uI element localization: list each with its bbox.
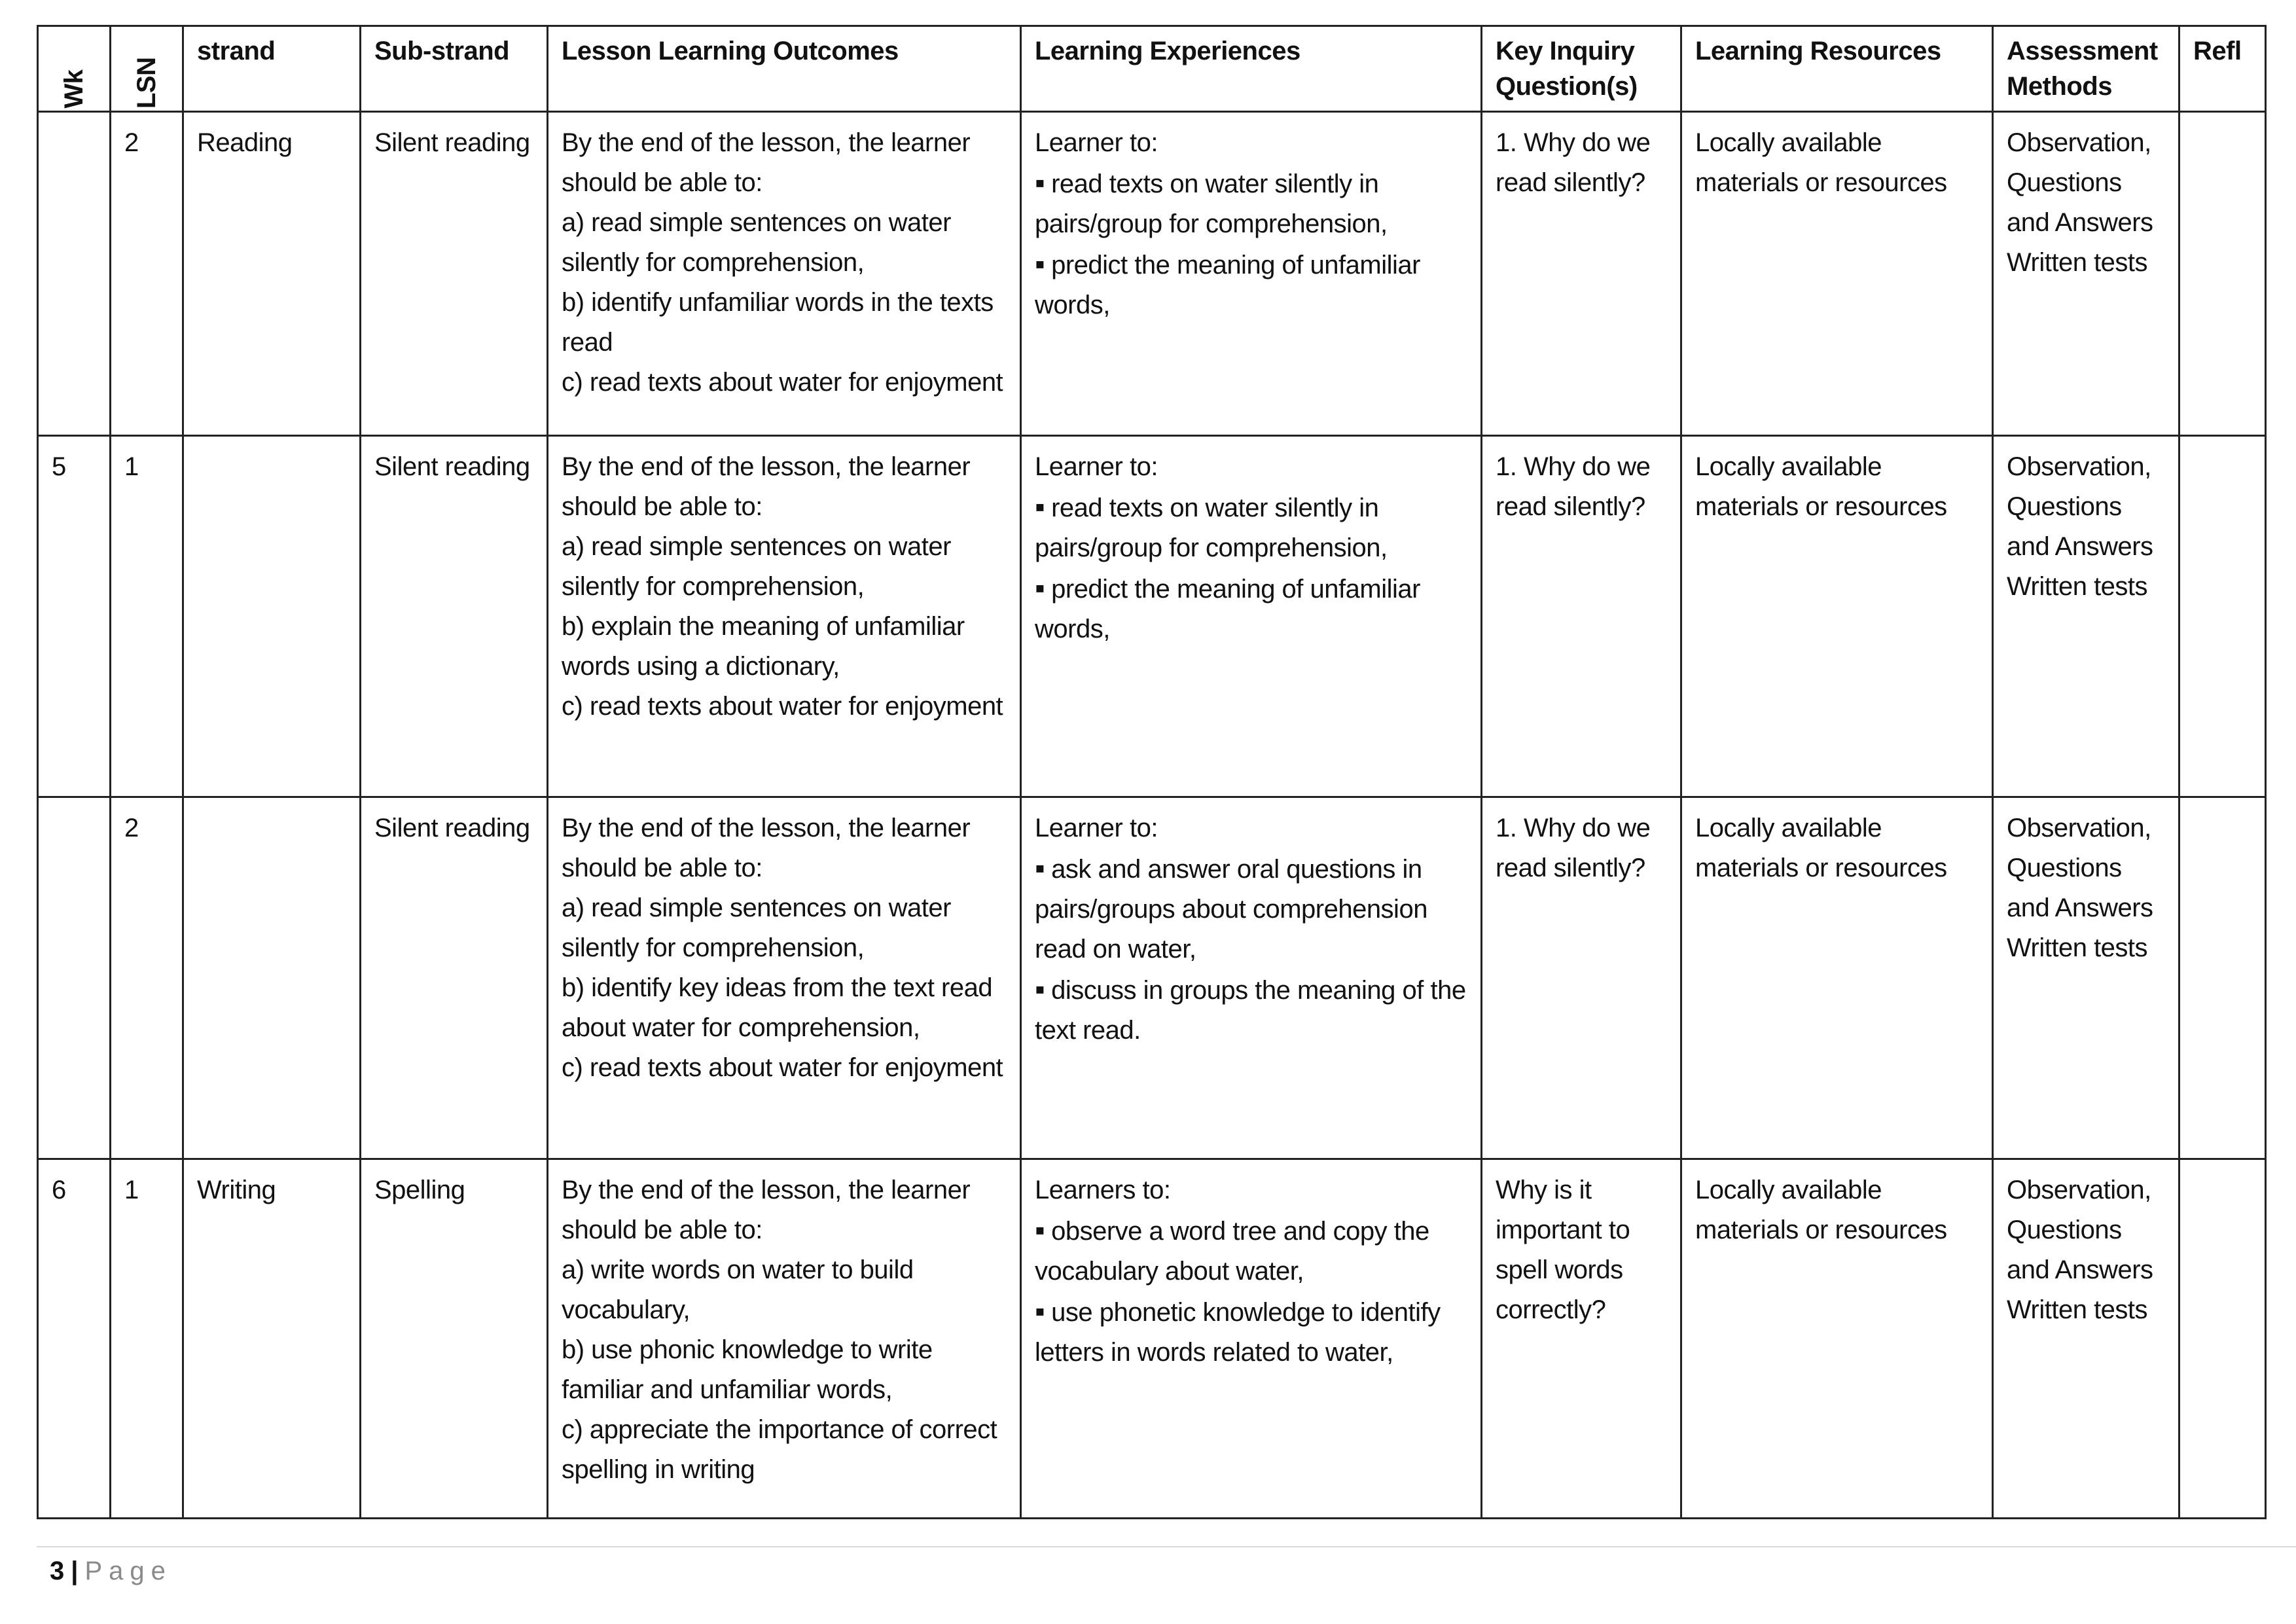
outcome-item: b) identify key ideas from the text read about water for comprehension, (562, 973, 993, 1042)
assessment-cell (1993, 797, 2179, 1159)
reflection-cell[interactable] (2179, 436, 2266, 797)
inquiry-cell: Why is it important to spell words correctly? (1482, 1159, 1681, 1519)
outcome-item: b) use phonic knowledge to write familiar and unfamiliar words, (562, 1335, 933, 1404)
experience-item: ▪ use phonetic knowledge to identify letters in words related to water, (1035, 1291, 1467, 1373)
inquiry-cell: 1. Why do we read silently? (1482, 436, 1681, 797)
table-row (38, 436, 2266, 797)
experiences-intro: Learner to: (1035, 814, 1158, 842)
outcome-item: c) read texts about water for enjoyment (562, 368, 1003, 397)
resources-cell: Locally available materials or resources (1681, 112, 1993, 436)
strand-cell (183, 436, 361, 797)
outcome-item: b) identify unfamiliar words in the texts read (562, 288, 994, 357)
header-sub-strand: Sub-strand (361, 26, 548, 112)
header-key-inquiry: Key Inquiry Question(s) (1482, 26, 1681, 112)
assessment-item: Written tests (2007, 933, 2148, 962)
inquiry-cell: 1. Why do we read silently? (1482, 797, 1681, 1159)
assessment-item: Written tests (2007, 248, 2148, 277)
assessment-item: Observation, (2007, 452, 2151, 481)
header-week: Wk (38, 26, 111, 112)
outcomes-intro: By the end of the lesson, the learner should be able to: (562, 452, 971, 521)
header-assessment-methods: Assessment Methods (1993, 26, 2179, 112)
experience-item: ▪ observe a word tree and copy the vocabulary about water, (1035, 1210, 1467, 1291)
outcomes-intro: By the end of the lesson, the learner should be able to: (562, 1176, 971, 1244)
outcome-item: c) read texts about water for enjoyment (562, 692, 1003, 721)
outcome-item: b) explain the meaning of unfamiliar words using a dictionary, (562, 612, 965, 681)
experience-item: ▪ ask and answer oral questions in pairs/groups about comprehension read on water, (1035, 848, 1467, 969)
scheme-of-work-table (37, 25, 2267, 1519)
table-row (38, 797, 2266, 1159)
experiences-cell (1021, 797, 1482, 1159)
reflection-cell[interactable] (2179, 1159, 2266, 1519)
experience-item: ▪ predict the meaning of unfamiliar words, (1035, 244, 1467, 325)
experiences-intro: Learner to: (1035, 128, 1158, 157)
table-row (38, 112, 2266, 436)
assessment-item: Questions and Answers (2007, 1216, 2153, 1284)
week-cell: 5 (38, 436, 111, 797)
sub-strand-cell: Silent reading (361, 112, 548, 436)
header-learning-experiences: Learning Experiences (1021, 26, 1482, 112)
lesson-cell: 1 (111, 1159, 183, 1519)
page-label: Page (84, 1557, 172, 1585)
assessment-item: Questions and Answers (2007, 492, 2153, 561)
assessment-cell (1993, 112, 2179, 436)
assessment-item: Questions and Answers (2007, 168, 2153, 237)
header-reflection: Refl (2179, 26, 2266, 112)
sub-strand-cell: Spelling (361, 1159, 548, 1519)
experiences-cell (1021, 436, 1482, 797)
outcomes-intro: By the end of the lesson, the learner should be able to: (562, 814, 971, 882)
header-learning-resources: Learning Resources (1681, 26, 1993, 112)
experiences-intro: Learner to: (1035, 452, 1158, 481)
week-cell (38, 797, 111, 1159)
outcome-item: c) appreciate the importance of correct spelling in writing (562, 1415, 997, 1484)
assessment-item: Observation, (2007, 1176, 2151, 1204)
outcome-item: a) write words on water to build vocabulary, (562, 1255, 914, 1324)
reflection-cell[interactable] (2179, 797, 2266, 1159)
assessment-item: Written tests (2007, 1295, 2148, 1324)
outcome-item: a) read simple sentences on water silently for comprehension, (562, 532, 951, 601)
strand-cell (183, 797, 361, 1159)
sub-strand-cell: Silent reading (361, 436, 548, 797)
lesson-cell: 2 (111, 797, 183, 1159)
page-footer (50, 1551, 172, 1591)
strand-cell: Writing (183, 1159, 361, 1519)
assessment-item: Observation, (2007, 128, 2151, 157)
outcome-item: c) read texts about water for enjoyment (562, 1053, 1003, 1082)
footer-divider (37, 1546, 2296, 1547)
experiences-intro: Learners to: (1035, 1176, 1171, 1204)
header-lesson: LSN (111, 26, 183, 112)
outcomes-intro: By the end of the lesson, the learner should be able to: (562, 128, 971, 197)
reflection-cell[interactable] (2179, 112, 2266, 436)
experience-item: ▪ read texts on water silently in pairs/group for comprehension, (1035, 163, 1467, 244)
week-cell (38, 112, 111, 436)
lesson-cell: 2 (111, 112, 183, 436)
outcomes-cell (548, 436, 1021, 797)
outcomes-cell (548, 1159, 1021, 1519)
experience-item: ▪ discuss in groups the meaning of the text read. (1035, 969, 1467, 1051)
resources-cell: Locally available materials or resources (1681, 436, 1993, 797)
sub-strand-cell: Silent reading (361, 797, 548, 1159)
table-header-row (38, 26, 2266, 112)
experience-item: ▪ predict the meaning of unfamiliar words, (1035, 568, 1467, 649)
assessment-cell (1993, 1159, 2179, 1519)
outcomes-cell (548, 797, 1021, 1159)
assessment-cell (1993, 436, 2179, 797)
experiences-cell (1021, 112, 1482, 436)
experiences-cell (1021, 1159, 1482, 1519)
week-cell: 6 (38, 1159, 111, 1519)
outcomes-cell (548, 112, 1021, 436)
resources-cell: Locally available materials or resources (1681, 797, 1993, 1159)
inquiry-cell: 1. Why do we read silently? (1482, 112, 1681, 436)
lesson-cell: 1 (111, 436, 183, 797)
header-strand: strand (183, 26, 361, 112)
outcome-item: a) read simple sentences on water silently for comprehension, (562, 893, 951, 962)
outcome-item: a) read simple sentences on water silently for comprehension, (562, 208, 951, 277)
assessment-item: Written tests (2007, 572, 2148, 601)
assessment-item: Questions and Answers (2007, 854, 2153, 922)
page-number: 3 (50, 1557, 65, 1585)
footer-separator: | (71, 1557, 79, 1585)
header-learning-outcomes: Lesson Learning Outcomes (548, 26, 1021, 112)
assessment-item: Observation, (2007, 814, 2151, 842)
resources-cell: Locally available materials or resources (1681, 1159, 1993, 1519)
strand-cell: Reading (183, 112, 361, 436)
experience-item: ▪ read texts on water silently in pairs/group for comprehension, (1035, 487, 1467, 568)
table-row (38, 1159, 2266, 1519)
